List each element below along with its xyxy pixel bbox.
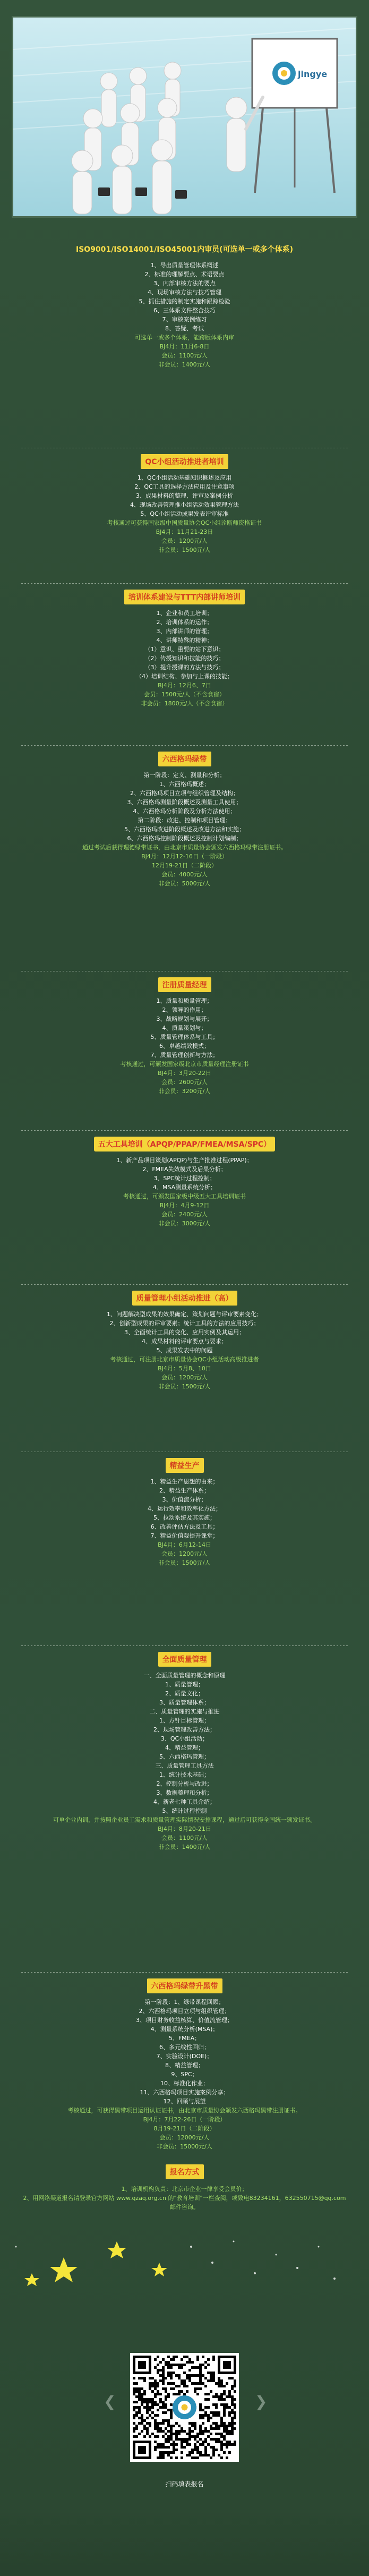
course-title: 质量管理小组活动推进（高） (132, 1291, 237, 1306)
course-info-line: 8月19-21日（二阶段） (153, 2125, 216, 2132)
course-info-line: 会员：1100元/人 (161, 352, 208, 359)
course-outline-item: （3）提升授课的方法与技巧； (144, 664, 225, 671)
course-outline-item: 4、六西格玛分析阶段及分析方法使用； (133, 808, 236, 815)
course-outline-item: 4、新老七种工具介绍； (153, 1798, 216, 1805)
course-info-line: 会员：12000元/人 (159, 2134, 210, 2141)
course-outline-item: 5、FMEA； (168, 2035, 201, 2042)
logo-text: jingye (298, 69, 328, 79)
course-outline-item: 2、质量文化； (165, 1690, 204, 1697)
course-section (0, 977, 369, 1096)
course-outline-item: 12、回顾与展望 (163, 2098, 206, 2105)
course-info-line: 可单企业内训，并按照企业员工需求和质量管理实际情况安排课程，通过后可获得全国统一颁发证书。 (53, 1816, 316, 1823)
course-outline-item: 5、QC小组活动成果发表评审标准 (140, 510, 229, 517)
course-outline-item: 1、精益生产思想的由来； (150, 1478, 219, 1485)
course-outline-item: 1、新产品项目策划(APQP)与生产批准过程(PPAP)； (116, 1157, 253, 1164)
course-outline-item: 2、培训体系的运作； (156, 619, 213, 626)
course-outline-item: 2、现场管理改善方法； (153, 1726, 216, 1733)
course-title: 培训体系建设与TTT内部讲师培训 (124, 590, 245, 604)
course-outline-item: 3、内部审核方法的要点 (153, 280, 216, 287)
course-outline-item: 2、领导的作用； (162, 1006, 207, 1013)
course-info-line: BJ4月：8月20-21日 (158, 1826, 211, 1832)
course-section (0, 590, 369, 708)
course-outline-item: 1、方针目标管理； (159, 1717, 210, 1724)
hero-banner (12, 16, 357, 218)
course-outline-item: 2、控制分析与改进； (156, 1780, 213, 1787)
course-section (0, 242, 369, 369)
course-outline-item: 4、成果材料的评审要点与要求； (142, 1338, 227, 1345)
course-outline-item: 5、成果发表中的问题 (156, 1347, 213, 1354)
course-outline-item: 2、精益生产体系； (159, 1487, 210, 1494)
course-outline-item: 7、精益价值观提升课堂； (150, 1532, 219, 1539)
course-info-line: 可选单一或多个体系，能跨版体系内审 (135, 334, 234, 341)
course-section (0, 1458, 369, 1567)
course-section (0, 1291, 369, 1391)
course-outline-item: 5、六西格玛改进阶段概述及改进方法和实施； (124, 826, 245, 833)
hero-illustration (13, 18, 356, 216)
course-info-line: 非会员：1800元/人（不含食宿） (141, 700, 228, 707)
section-divider (21, 1972, 348, 1973)
course-outline-item: 1、企业和员工培训； (156, 610, 213, 617)
course-outline-item: 1、质量管理； (165, 1681, 204, 1688)
course-outline-item: 3、数据整理和分析； (156, 1789, 213, 1796)
course-outline-item: 5、质量管理体系与工具； (150, 1034, 219, 1040)
course-outline-item: 1、问题解决型成果的效果确定、策划问题与评审要素变化； (107, 1311, 262, 1318)
course-outline-item: 1、质量和质量管理； (156, 997, 213, 1004)
course-info-line: BJ4月：11月6-8日 (159, 343, 210, 350)
course-info-line: 考核通过，可获得黑带项目运用认证证书，由北京市质量协会颁发六西格玛黑带注册证书。 (67, 2107, 302, 2114)
course-outline-item: 4、精益管理； (165, 1744, 204, 1751)
course-info-line: 非会员：1500元/人 (158, 547, 211, 553)
course-info-line: BJ4月：7月22-26日（一阶段） (143, 2116, 226, 2123)
course-outline-item: （2）传授知识和技能的技巧； (144, 655, 225, 662)
course-outline-item: 6、六西格玛控制阶段概述及控制计划编制； (127, 835, 242, 842)
course-outline-item: 9、SPC； (171, 2071, 198, 2078)
qr-code (130, 2353, 239, 2462)
course-info-line: BJ4月：12月6、7日 (158, 682, 211, 689)
course-outline-item: 三、质量管理工具方法 (155, 1762, 214, 1769)
course-outline-item: 3、内部讲师的管理； (156, 628, 213, 635)
course-outline-item: 4、现场审核方法与技巧管理 (148, 289, 221, 296)
course-info-line: 会员：1200元/人 (161, 538, 208, 544)
course-info-line: 考核通过，可颁发国家级北京市质量经理注册证书 (120, 1061, 249, 1068)
qr-label: 扫码填表报名 (165, 2480, 204, 2488)
section-divider (21, 1284, 348, 1285)
course-outline-item: 5、六西格玛管理； (159, 1753, 210, 1760)
course-section (0, 752, 369, 888)
course-info-line: 会员：2400元/人 (161, 1211, 208, 1218)
course-outline-item: 4、运行效率和效率化方法； (148, 1505, 221, 1512)
course-info-line: 非会员：3200元/人 (158, 1088, 211, 1095)
course-info-line: 非会员：1400元/人 (158, 361, 211, 368)
course-info-line: BJ4月：12月12-16日（一阶段） (141, 853, 228, 860)
course-outline-item: 2、标准的理解要点、术语要点 (144, 271, 225, 278)
course-title: 全面质量管理 (158, 1652, 211, 1667)
course-outline-item: 1、QC小组活动基础知识概述及应用 (137, 474, 232, 481)
course-outline-item: 8、精益管理； (165, 2062, 204, 2069)
course-outline-item: 第二阶段：改进、控制和项目管理； (138, 817, 231, 824)
course-info-line: 会员：2600元/人 (161, 1079, 208, 1086)
course-outline-item: 6、卓越绩效模式； (159, 1043, 210, 1050)
stars-decoration (0, 2225, 369, 2294)
course-outline-item: 10、标准化作业； (160, 2080, 209, 2087)
course-outline-item: 7、质量管理创新与方法； (150, 1052, 219, 1059)
course-outline-item: 4、MSA测量系统分析； (152, 1184, 217, 1191)
section-divider (21, 583, 348, 584)
bottom-chalk (0, 2507, 369, 2576)
course-outline-item: 5、拉动系统及其实施； (153, 1514, 216, 1521)
course-info-line: 通过考试后获得理德绿带证书，由北京市质量协会颁发六西格玛绿带注册证书。 (82, 844, 287, 851)
course-info-line: 考核通过，可注册北京市质量协会QC小组活动高级推进者 (110, 1356, 259, 1363)
course-outline-item: （4）培训结构、参加与上课的技能； (136, 673, 233, 680)
course-info-line: 非会员：3000元/人 (158, 1220, 211, 1227)
course-outline-item: 第一阶段：1、绿带课程回顾； (144, 1999, 225, 2006)
course-outline-item: 3、价值流分析； (162, 1496, 207, 1503)
course-info-line: 会员：1100元/人 (161, 1835, 208, 1841)
next-arrow-icon: ❯ (255, 2393, 268, 2410)
course-outline-item: 4、测量系统分析(MSA)； (150, 2026, 219, 2033)
course-outline-item: 6、改善评估方法及工具； (150, 1523, 219, 1530)
course-outline-item: 3、成果材料的整理、评审及案例分析 (136, 492, 233, 499)
course-info-line: 非会员：5000元/人 (158, 880, 211, 887)
course-title: 精益生产 (166, 1458, 204, 1473)
course-info-line: 考核通过可获得国家级中国质量协会QC小组诊断师资格证书 (107, 519, 262, 526)
course-outline-item: 第一阶段：定义、测量和分析； (143, 772, 226, 779)
course-outline-item: 3、战略规划与展开； (156, 1016, 213, 1022)
course-info-line: BJ4月：5月8、10日 (158, 1365, 211, 1372)
course-outline-item: 2、六西格玛项目立项与组织管理及结构； (130, 790, 239, 797)
signup-info-line: 2、用网络渠道报名请登录官方网站 www.qzaq.org.cn 的"教育培训"一栏查阅，或致电83234161，632550715@qq.com邮件咨询。 (23, 2195, 346, 2211)
course-outline-item: 8、答疑、考试 (165, 325, 204, 332)
course-info-line: 非会员：15000元/人 (157, 2143, 212, 2150)
course-title: ISO9001/ISO14001/ISO45001内审员(可选单一或多个体系) (76, 245, 293, 254)
section-divider (21, 1130, 348, 1131)
course-outline-item: 3、质量管理体系； (159, 1699, 210, 1706)
signup-section (0, 2164, 369, 2212)
course-outline-item: 1、六西格玛概述； (159, 781, 210, 788)
course-outline-item: 2、FMEA失效模式及后果分析； (142, 1166, 227, 1173)
course-info-line: 12月19-21日（二阶段） (152, 862, 217, 869)
course-outline-item: 3、SPC统计过程控制； (153, 1175, 216, 1182)
course-info-line: BJ4月：11月21-23日 (156, 528, 213, 535)
course-title: QC小组活动推进者培训 (141, 454, 228, 469)
course-outline-item: 11、六西格玛项目实施案例分享； (140, 2089, 229, 2096)
course-info-line: BJ4月：3月20-22日 (158, 1070, 211, 1077)
course-outline-item: 2、创新型成果的评审要素；统计工具的方法的应用技巧； (109, 1320, 260, 1327)
course-outline-item: 4、讲师特殊的精神； (156, 637, 213, 644)
course-info-line: 会员：4000元/人 (161, 871, 208, 878)
course-outline-item: 5、统计过程控制 (162, 1807, 207, 1814)
course-outline-item: 6、三体系文件整合技巧 (153, 307, 216, 314)
course-outline-item: 一、全面质量管理的概念和原理 (143, 1672, 226, 1679)
course-info-line: 非会员：1500元/人 (158, 1559, 211, 1566)
course-info-line: 会员：1500元/人（不含食宿） (144, 691, 225, 698)
course-info-line: 考核通过，可颁发国家级中级五大工具培训证书 (123, 1193, 246, 1200)
course-outline-item: 2、QC工具的选择方法应用及注意事项 (134, 483, 235, 490)
prev-arrow-icon: ❮ (104, 2393, 116, 2410)
course-info-line: 非会员：1400元/人 (158, 1844, 211, 1850)
course-info-line: 非会员：1500元/人 (158, 1383, 211, 1390)
course-outline-item: 1、导出质量管理体系概述 (150, 262, 219, 269)
course-title: 注册质量经理 (158, 977, 211, 992)
course-outline-item: 5、抓住措施的制定实施和跟踪检验 (139, 298, 230, 305)
course-outline-item: 3、QC小组活动； (160, 1735, 209, 1742)
course-outline-item: 1、统计技术基础； (159, 1771, 210, 1778)
section-divider (21, 1645, 348, 1646)
course-outline-item: 6、多元线性回归； (159, 2044, 210, 2051)
course-title: 六西格玛绿带升黑带 (147, 1978, 222, 1993)
course-section (0, 1137, 369, 1228)
course-outline-item: 4、现场改善管理推小组活动效果管理方法 (130, 501, 239, 508)
course-outline-item: 3、全面统计工具的变化、应用实例及其运用； (124, 1329, 245, 1336)
section-divider (21, 745, 348, 746)
signup-title: 报名方式 (166, 2164, 204, 2179)
course-outline-item: 二、质量管理的实施与推进 (149, 1708, 220, 1715)
course-outline-item: 4、质量策划与； (162, 1025, 207, 1031)
course-section (0, 1652, 369, 1852)
course-outline-item: 3、项目财务收益核算、价值流管理； (136, 2017, 233, 2024)
course-info-line: BJ4月：6月12-14日 (158, 1541, 211, 1548)
course-outline-item: 7、审核案例练习 (162, 316, 207, 323)
course-info-line: 会员：1200元/人 (161, 1550, 208, 1557)
course-title: 五大工具培训（APQP/PPAP/FMEA/MSA/SPC） (94, 1137, 275, 1151)
course-outline-item: （1）意识、重要的站下意识； (144, 646, 225, 653)
signup-info-line: 1、培训机构负责：北京市企业一律享受会员价； (121, 2186, 248, 2193)
course-section (0, 454, 369, 555)
course-section (0, 1978, 369, 2151)
course-outline-item: 7、实验设计(DOE)； (156, 2053, 213, 2060)
course-info-line: BJ4月：4月9-12日 (159, 1202, 210, 1209)
course-title: 六西格玛绿带 (158, 752, 211, 766)
course-outline-item: 3、六西格玛测量阶段概述及测量工具使用； (127, 799, 242, 806)
course-outline-item: 2、六西格玛项目立项与组织管理； (139, 2008, 230, 2015)
course-info-line: 会员：1200元/人 (161, 1374, 208, 1381)
